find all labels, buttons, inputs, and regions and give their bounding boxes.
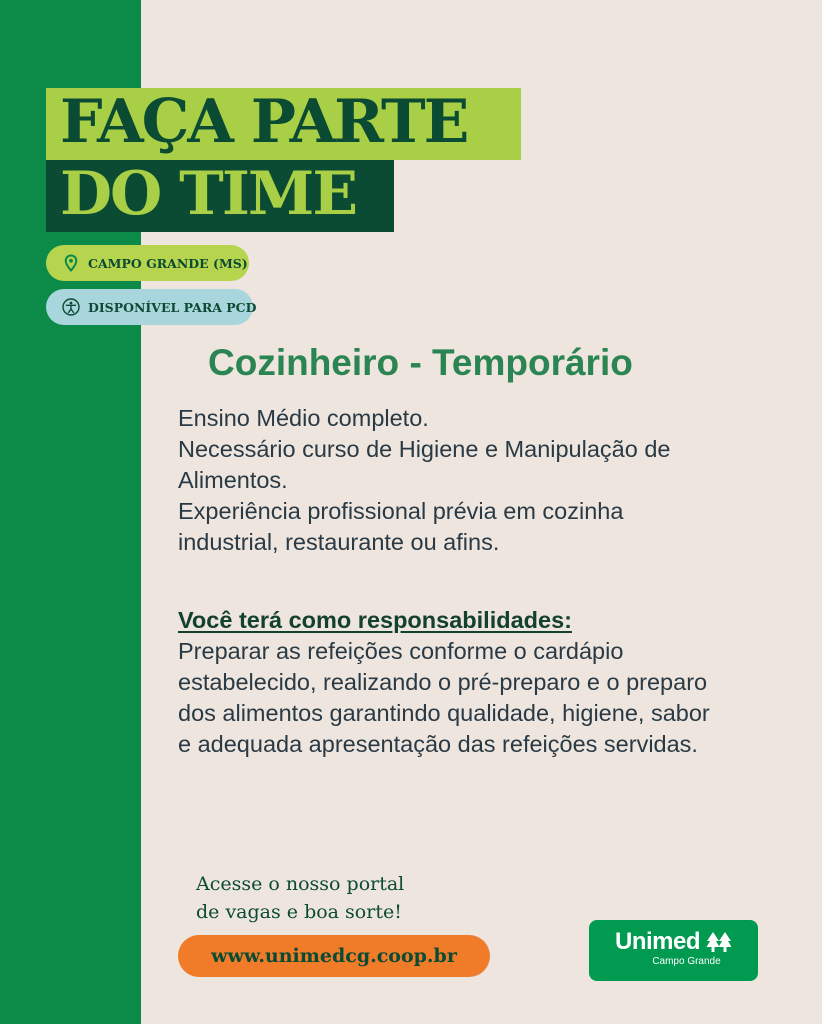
requirement-line: Experiência profissional prévia em cozinha [178,498,624,524]
responsibility-line: estabelecido, realizando o pré-preparo e o preparo [178,669,708,695]
portal-line-1: Acesse o nosso portal [196,873,405,895]
requirements-block [178,403,778,558]
headline-line-2: DO TIME [46,160,394,232]
portal-invite [196,870,404,926]
responsibilities-block [178,605,818,760]
location-label: CAMPO GRANDE (MS) [88,255,248,271]
portal-line-2: de vagas e boa sorte! [196,901,402,923]
responsibility-line: e adequada apresentação das refeições servidas. [178,731,698,757]
pcd-label: DISPONÍVEL PARA PCD [88,299,257,315]
logo-subtitle: Campo Grande [652,956,721,967]
responsibility-line: dos alimentos garantindo qualidade, higiene, sabor [178,700,710,726]
headline [46,88,521,232]
requirement-line: Alimentos. [178,467,288,493]
accessibility-icon [62,298,80,316]
headline-line-1: FAÇA PARTE [46,88,521,160]
job-title: Cozinheiro - Temporário [208,342,633,383]
requirement-line: Ensino Médio completo. [178,405,429,431]
portal-url-link[interactable]: www.unimedcg.coop.br [178,935,490,977]
map-pin-icon [62,254,80,272]
responsibility-line: Preparar as refeições conforme o cardápio [178,638,624,664]
pine-tree-icon [706,931,732,953]
requirement-line: Necessário curso de Higiene e Manipulação de [178,436,671,462]
requirement-line: industrial, restaurante ou afins. [178,529,500,555]
unimed-logo [589,920,758,981]
location-badge [46,245,249,281]
pcd-badge [46,289,257,325]
logo-name: Unimed [614,928,700,955]
responsibilities-heading: Você terá como responsabilidades: [178,607,572,633]
